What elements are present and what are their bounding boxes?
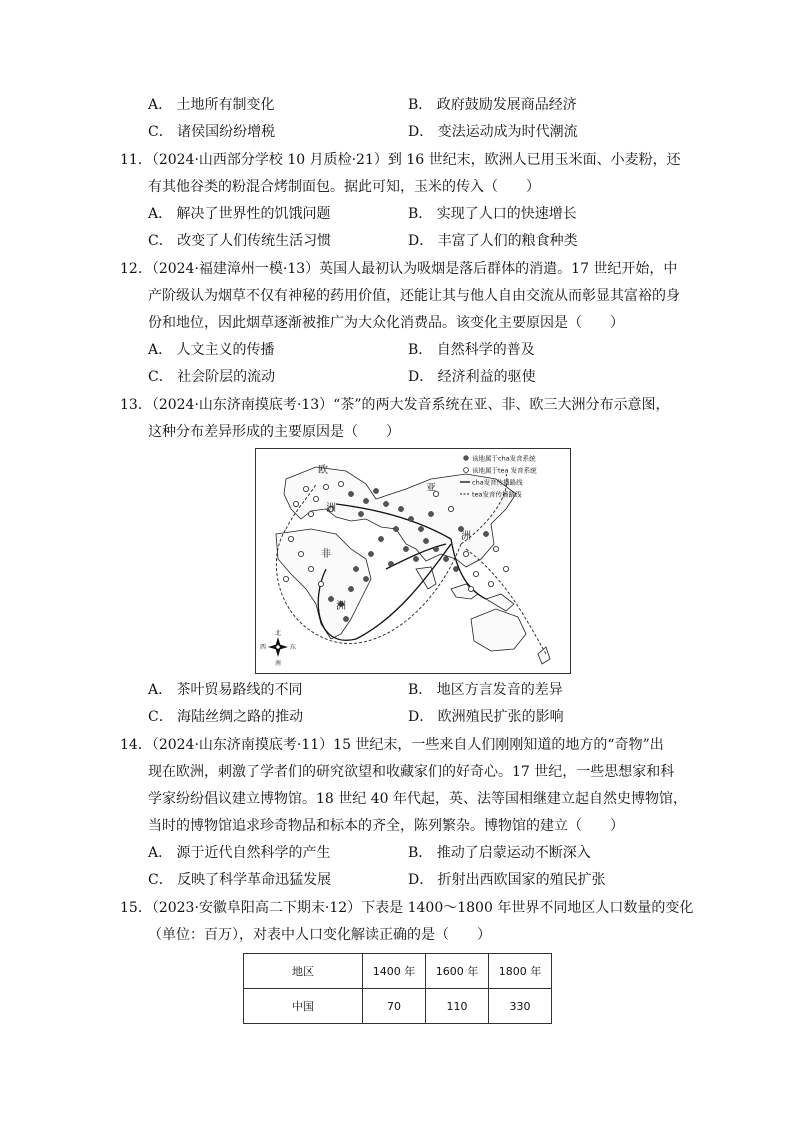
table-header-row xyxy=(244,954,552,989)
q13-stem-line-1: 13．（2024·山东济南摸底考·13）“茶”的两大发音系统在亚、非、欧三大洲分布示意图， xyxy=(120,397,670,413)
table-header-1600: 1600 年 xyxy=(426,954,489,989)
q14-stem-line-4: 当时的博物馆追求珍奇物品和标本的齐全，陈列繁杂。博物馆的建立（ ） xyxy=(148,818,624,834)
legend-tea-system: 该地属于tea 发音系统 xyxy=(472,466,537,475)
q10-option-d: D． 变法运动成为时代潮流 xyxy=(408,124,578,140)
label-asia: 亚 xyxy=(426,483,436,494)
label-asia-zhou: 洲 xyxy=(461,531,471,542)
label-africa-zhou: 洲 xyxy=(336,601,346,612)
q10-option-b: B． 政府鼓励发展商品经济 xyxy=(408,97,577,113)
q14-option-b: B． 推动了启蒙运动不断深入 xyxy=(408,845,591,861)
table-header-region: 地区 xyxy=(244,954,363,989)
q10-option-c: C． 诸侯国纷纷增税 xyxy=(148,124,276,140)
q12-option-b: B． 自然科学的普及 xyxy=(408,342,535,358)
table-cell-1800: 330 xyxy=(489,989,552,1024)
q14-stem-line-3: 学家纷纷倡议建立博物馆。18 世纪 40 年代起，英、法等国相继建立起自然史博物馆， xyxy=(148,791,687,807)
table-cell-1600: 110 xyxy=(426,989,489,1024)
compass-north: 北 xyxy=(275,630,282,637)
q11-option-a: A． 解决了世界性的饥饿问题 xyxy=(148,206,331,222)
q11-stem-line-2: 有其他谷类的粉混合烤制面包。据此可知，玉米的传入（ ） xyxy=(148,179,540,195)
q10-option-a: A． 土地所有制变化 xyxy=(148,97,275,113)
q14-stem-line-1: 14．（2024·山东济南摸底考·11）15 世纪末，一些来自人们刚刚知道的地方的“奇物”出 xyxy=(120,737,664,753)
table-cell-region: 中国 xyxy=(244,989,363,1024)
q11-option-d: D． 丰富了人们的粮食种类 xyxy=(408,233,578,249)
q14-stem-line-2: 现在欧洲，刺激了学者们的研究欲望和收藏家们的好奇心。17 世纪，一些思想家和科 xyxy=(148,764,675,780)
compass-south: 南 xyxy=(275,660,282,667)
q15-stem-line-1: 15．（2023·安徽阜阳高二下期末·12）下表是 1400～1800 年世界不同地区人口数量的变化 xyxy=(120,900,694,916)
table-header-1800: 1800 年 xyxy=(489,954,552,989)
legend-tea-route: tea发音传播路线 xyxy=(472,490,522,499)
compass-east: 东 xyxy=(290,644,297,651)
table-cell-1400: 70 xyxy=(363,989,426,1024)
legend-cha-dot-icon xyxy=(464,456,469,461)
compass-icon xyxy=(260,629,296,667)
q11-option-b: B． 实现了人口的快速增长 xyxy=(408,206,577,222)
q12-option-a: A． 人文主义的传播 xyxy=(148,342,275,358)
q13-option-c: C． 海陆丝绸之路的推动 xyxy=(148,709,304,725)
label-europe-zhou: 洲 xyxy=(326,503,336,514)
tea-pronunciation-map xyxy=(255,448,571,674)
q11-option-c: C． 改变了人们传统生活习惯 xyxy=(148,233,332,249)
q12-option-c: C． 社会阶层的流动 xyxy=(148,369,276,385)
q13-option-d: D． 欧洲殖民扩张的影响 xyxy=(408,709,564,725)
legend-cha-route: cha发音传播路线 xyxy=(472,478,523,487)
compass-west: 西 xyxy=(260,644,267,651)
q14-option-d: D． 折射出西欧国家的殖民扩张 xyxy=(408,872,606,888)
population-table xyxy=(243,953,552,1024)
q15-stem-line-2: （单位：百万），对表中人口变化解读正确的是（ ） xyxy=(148,927,491,943)
q12-stem-line-2: 产阶级认为烟草不仅有神秘的药用价值，还能让其与他人自由交流从而彰显其富裕的身 xyxy=(148,288,680,304)
q12-option-d: D． 经济利益的驱使 xyxy=(408,369,536,385)
table-row xyxy=(244,989,552,1024)
label-europe: 欧 xyxy=(318,465,328,476)
legend-tea-dot-icon xyxy=(464,468,469,473)
legend-cha-system: 该地属于cha发音系统 xyxy=(472,454,536,463)
q12-stem-line-1: 12．（2024·福建漳州一模·13）英国人最初认为吸烟是落后群体的消遣。17 世纪开始，中 xyxy=(120,261,678,277)
q13-stem-line-2: 这种分布差异形成的主要原因是（ ） xyxy=(148,424,400,440)
q13-option-b: B． 地区方言发音的差异 xyxy=(408,682,563,698)
q14-option-a: A． 源于近代自然科学的产生 xyxy=(148,845,331,861)
q11-stem-line-1: 11．（2024·山西部分学校 10 月质检·21）到 16 世纪末，欧洲人已用玉米面、小麦粉，还 xyxy=(120,152,681,168)
label-africa: 非 xyxy=(321,549,331,560)
q14-option-c: C． 反映了科学革命迅猛发展 xyxy=(148,872,332,888)
table-header-1400: 1400 年 xyxy=(363,954,426,989)
q12-stem-line-3: 份和地位，因此烟草逐渐被推广为大众化消费品。该变化主要原因是（ ） xyxy=(148,315,624,331)
q13-option-a: A． 茶叶贸易路线的不同 xyxy=(148,682,303,698)
